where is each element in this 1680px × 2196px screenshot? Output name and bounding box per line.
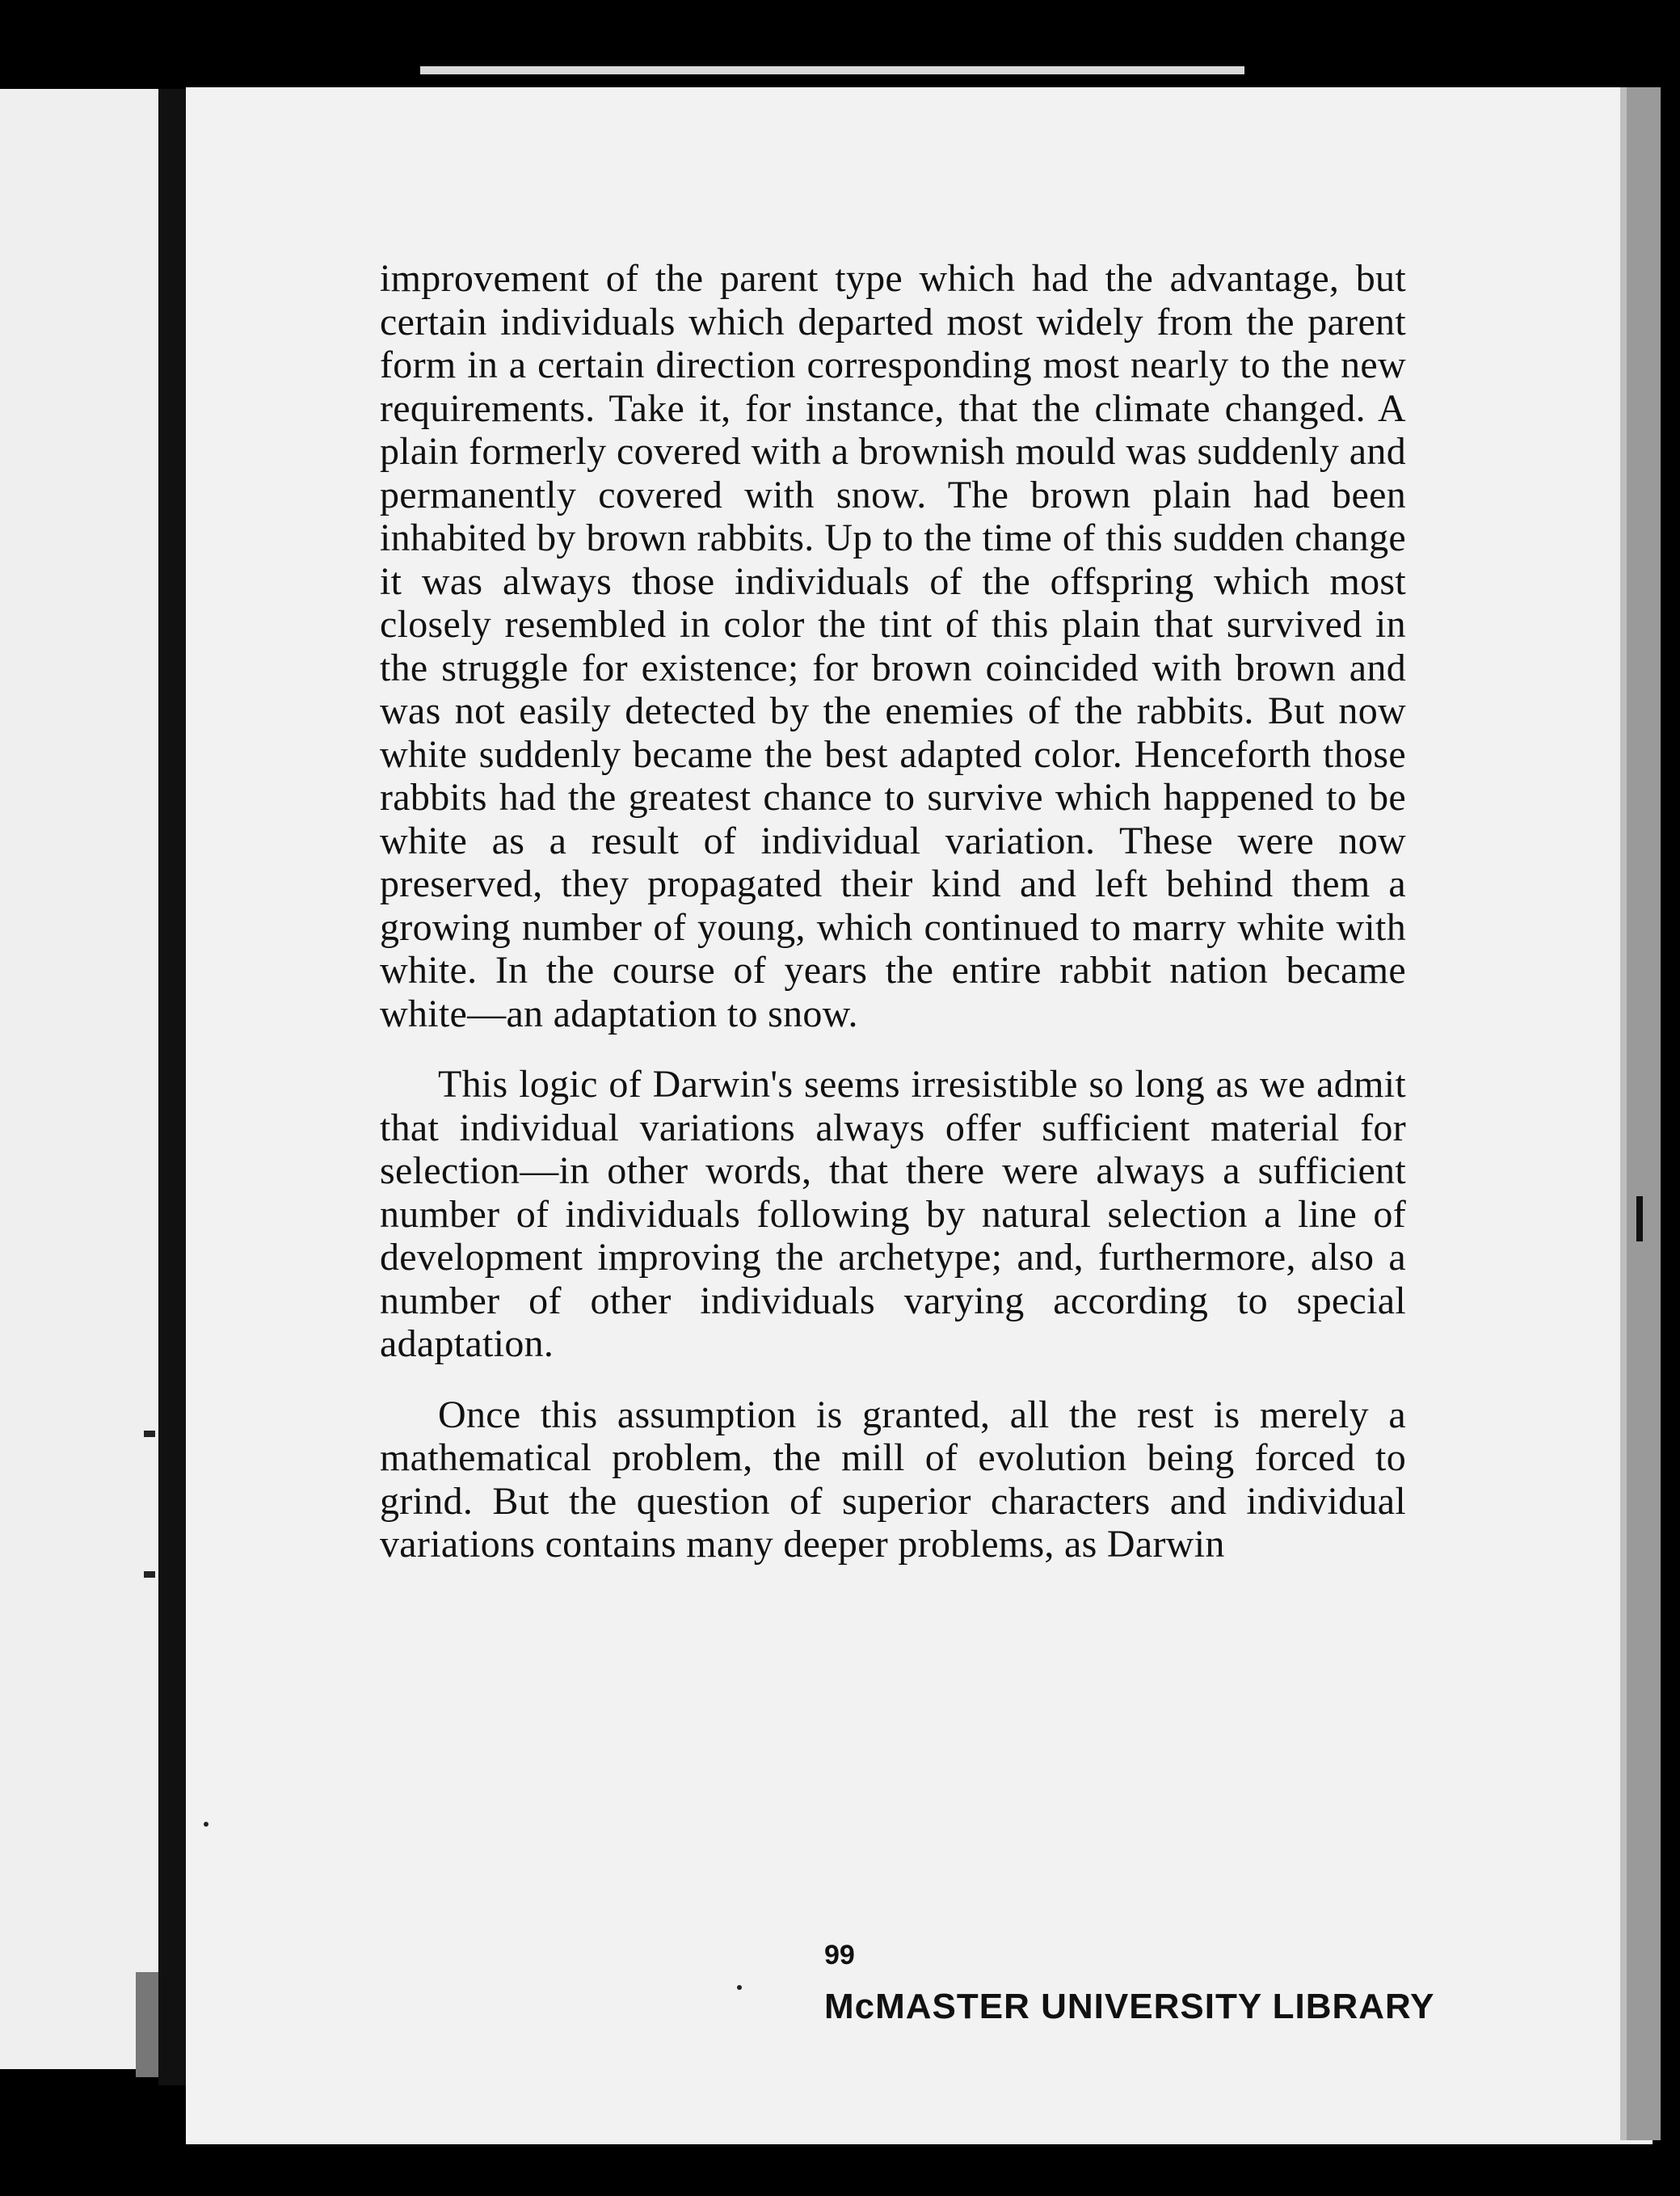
speck bbox=[737, 1985, 742, 1990]
margin-tick bbox=[144, 1571, 155, 1578]
top-edge-highlight bbox=[420, 66, 1244, 74]
paragraph-1: improvement of the parent type which had the advantage, but certain individuals which departed most widely from the parent form in a certain direction corresponding most nearly to the new requirements. Take it, for instance, that the climate changed. A plain formerly covered with a brownish mould was suddenly and permanently covered with snow. The brown plain had been inhabited by brown rabbits. Up to the time of this sudden change it was always those individuals of the offspring which most closely resembled in color the tint of this plain that survived in the struggle for existence; for brown coincided with brown and was not easily detected by the enemies of the rabbits. But now white suddenly became the best adapted color. Henceforth those rabbits had the greatest chance to survive which happened to be white as a result of individual variation. These were now preserved, they propagated their kind and left behind them a growing number of young, which continued to marry white with white. In the course of years the entire rabbit nation became white—an adaptation to snow. bbox=[380, 257, 1406, 1035]
margin-tick bbox=[144, 1431, 155, 1437]
speck bbox=[204, 1822, 208, 1827]
library-stamp: McMASTER UNIVERSITY LIBRARY bbox=[824, 1987, 1435, 2026]
paragraph-2: This logic of Darwin's seems irresistible so long as we admit that individual variations always offer sufficient material for selection—in other words, that there were always a sufficient number of individuals following by natural selection a line of development improving the archetype; and, furthermore, also a number of other individuals varying according to special adaptation. bbox=[380, 1063, 1406, 1365]
facing-page-edge bbox=[0, 89, 158, 2069]
page-edge-shadow bbox=[1627, 87, 1661, 2140]
book-spine bbox=[158, 89, 186, 2085]
margin-mark bbox=[1636, 1196, 1643, 1241]
paragraph-3: Once this assumption is granted, all the rest is merely a mathematical problem, the mill of evolution being forced to grind. But the question of superior characters and individual variations contains many deeper problems, as Darwin bbox=[380, 1393, 1406, 1566]
page-number: 99 bbox=[824, 1940, 855, 1970]
body-text bbox=[380, 257, 1406, 1566]
spine-shadow bbox=[136, 1972, 160, 2077]
